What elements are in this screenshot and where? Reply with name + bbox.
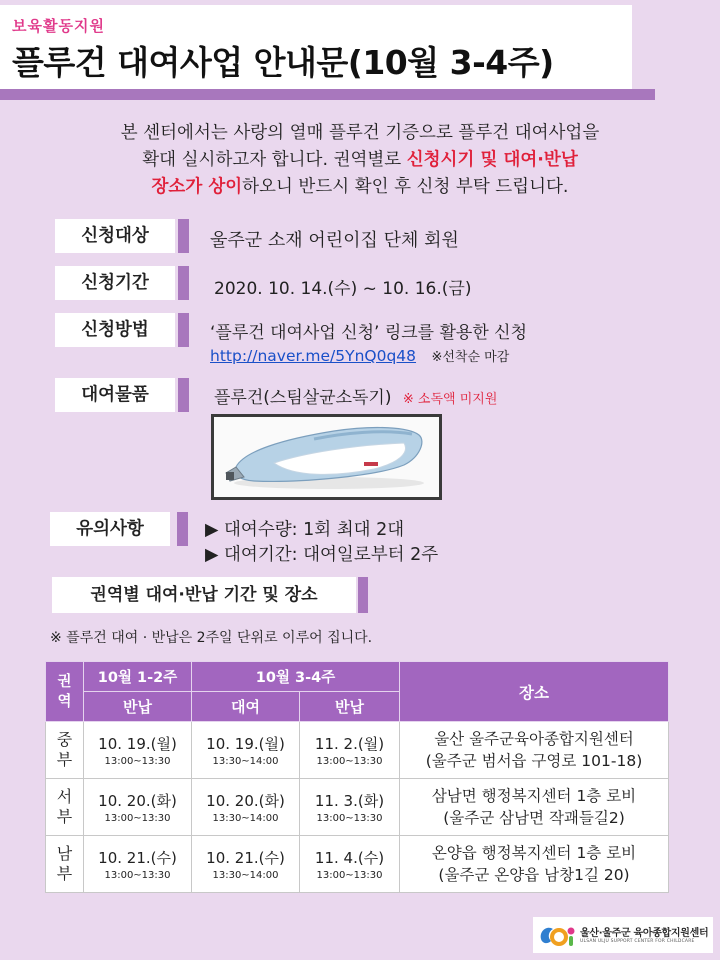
return-cell: 10. 19.(월) 13:00~13:30 xyxy=(84,722,192,779)
highlight-text: 장소가 상이 xyxy=(151,177,243,197)
schedule-footnote: ※ 플루건 대여 · 반납은 2주일 단위로 이루어 집니다. xyxy=(50,630,373,646)
rent-cell: 10. 21.(수) 13:30~14:00 xyxy=(192,836,300,893)
title-underline xyxy=(0,89,655,100)
category-tag: 보육활동지원 xyxy=(12,17,105,35)
label-caution: 유의사항 xyxy=(50,512,170,546)
head-return: 반납 xyxy=(84,692,192,722)
table-row xyxy=(46,779,669,836)
value-method: ‘플루건 대여사업 신청’ 링크를 활용한 신청 xyxy=(210,323,528,343)
label-accent xyxy=(178,313,189,347)
value-period: 2020. 10. 14.(수) ~ 10. 16.(금) xyxy=(214,279,472,299)
caution-2: ▶ 대여기간: 대여일로부터 2주 xyxy=(205,545,439,565)
head-rent: 대여 xyxy=(192,692,300,722)
label-item: 대여물품 xyxy=(55,378,175,412)
head-place: 장소 xyxy=(400,662,669,722)
head-week12: 10월 1-2주 xyxy=(84,662,192,692)
region-cell: 서부 xyxy=(46,779,84,836)
return-cell: 11. 4.(수) 13:00~13:30 xyxy=(300,836,400,893)
head-week34: 10월 3-4주 xyxy=(192,662,400,692)
item-note: ※ 소독액 미지원 xyxy=(402,392,498,407)
org-logo-icon xyxy=(537,921,577,949)
head-region: 권역 xyxy=(46,662,84,722)
place-cell: 울산 울주군육아종합지원센터 (울주군 범서읍 구영로 101-18) xyxy=(400,722,669,779)
schedule-section-title: 권역별 대여·반납 기간 및 장소 xyxy=(52,577,356,613)
return-cell: 10. 21.(수) 13:00~13:30 xyxy=(84,836,192,893)
label-accent xyxy=(177,512,188,546)
application-link[interactable]: http://naver.me/5YnQ0q48 xyxy=(210,347,417,365)
value-item: 플루건(스팀살균소독기) ※ 소독액 미지원 xyxy=(214,388,498,408)
highlight-text: 신청시기 및 대여·반납 xyxy=(406,150,578,170)
label-target: 신청대상 xyxy=(55,219,175,253)
caution-1: ▶ 대여수량: 1회 최대 2대 xyxy=(205,520,405,540)
label-accent xyxy=(178,378,189,412)
org-name: 울산·울주군 육아종합지원센터 xyxy=(580,928,709,939)
rent-cell: 10. 20.(화) 13:30~14:00 xyxy=(192,779,300,836)
return-cell: 11. 3.(화) 13:00~13:30 xyxy=(300,779,400,836)
label-method: 신청방법 xyxy=(55,313,175,347)
region-cell: 남부 xyxy=(46,836,84,893)
schedule-table xyxy=(45,661,669,893)
label-accent xyxy=(178,266,189,300)
rent-cell: 10. 19.(월) 13:30~14:00 xyxy=(192,722,300,779)
table-row xyxy=(46,722,669,779)
label-accent xyxy=(178,219,189,253)
label-period: 신청기간 xyxy=(55,266,175,300)
table-row xyxy=(46,836,669,893)
intro-text: 본 센터에서는 사랑의 열매 플루건 기증으로 플루건 대여사업을 확대 실시하고자 합니다. 권역별로 신청시기 및 대여·반납 장소가 상이하오니 반드시 확인 후 신청 부탁 드립니다. xyxy=(120,123,600,197)
return-cell: 10. 20.(화) 13:00~13:30 xyxy=(84,779,192,836)
org-logo xyxy=(533,917,713,953)
section-accent xyxy=(358,577,368,613)
region-cell: 중부 xyxy=(46,722,84,779)
steam-sterilizer-image xyxy=(211,414,442,500)
value-target: 울주군 소재 어린이집 단체 회원 xyxy=(210,230,459,251)
place-cell: 삼남면 행정복지센터 1층 로비 (울주군 삼남면 작괘들길2) xyxy=(400,779,669,836)
method-link-row xyxy=(210,346,509,366)
page-title: 플루건 대여사업 안내문(10월 3-4주) xyxy=(12,43,554,82)
org-name-en: ULSAN ULJU SUPPORT CENTER FOR CHILDCARE xyxy=(580,939,695,944)
method-note: ※선착순 마감 xyxy=(431,350,510,365)
steam-sterilizer-icon xyxy=(214,417,439,497)
title-box xyxy=(0,5,632,89)
place-cell: 온양읍 행정복지센터 1층 로비 (울주군 온양읍 남창1길 20) xyxy=(400,836,669,893)
return-cell: 11. 2.(월) 13:00~13:30 xyxy=(300,722,400,779)
head-return2: 반납 xyxy=(300,692,400,722)
